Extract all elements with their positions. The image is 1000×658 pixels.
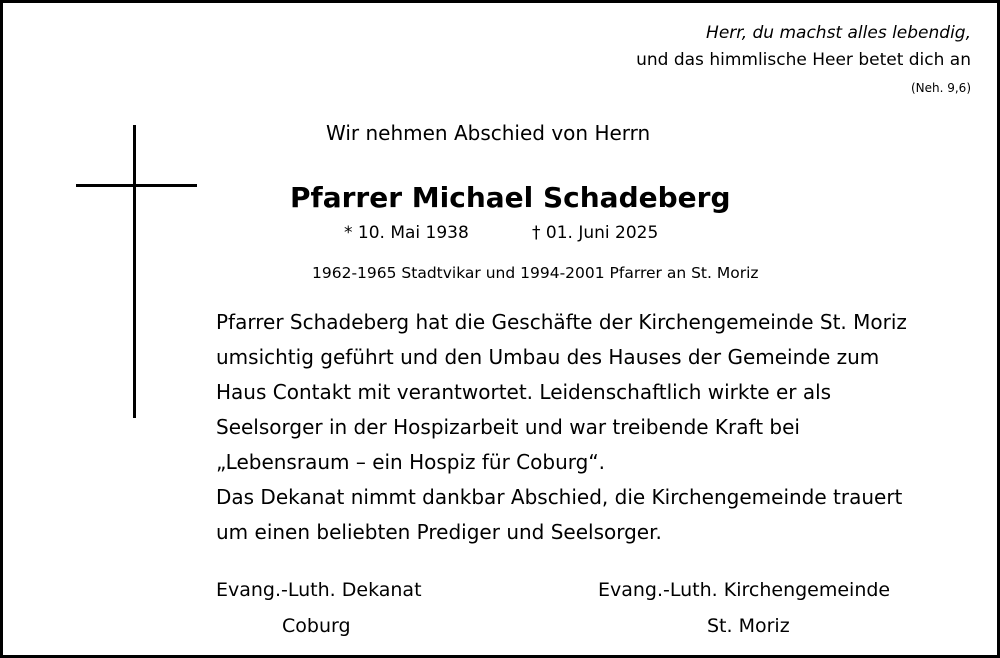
verse-line-1: Herr, du machst alles lebendig,	[706, 23, 971, 43]
body-text	[216, 305, 907, 550]
body-line: Haus Contakt mit verantwortet. Leidenschaftlich wirkte er als	[216, 380, 832, 404]
body-line: umsichtig geführt und den Umbau des Hauses der Gemeinde zum	[216, 345, 880, 369]
signature-left-line1: Evang.-Luth. Dekanat	[216, 579, 422, 601]
role-text: 1962-1965 Stadtvikar und 1994-2001 Pfarrer an St. Moriz	[312, 264, 759, 282]
body-line: Pfarrer Schadeberg hat die Geschäfte der Kirchengemeinde St. Moriz	[216, 310, 907, 334]
body-line: Seelsorger in der Hospizarbeit und war treibende Kraft bei	[216, 415, 800, 439]
signature-left-line2: Coburg	[282, 615, 351, 637]
body-line: „Lebensraum – ein Hospiz für Coburg“.	[216, 450, 606, 474]
death-date: † 01. Juni 2025	[532, 223, 659, 243]
signature-right-line1: Evang.-Luth. Kirchengemeinde	[598, 579, 891, 601]
signature-right-line2: St. Moriz	[707, 615, 790, 637]
birth-date: * 10. Mai 1938	[344, 223, 469, 243]
deceased-name: Pfarrer Michael Schadeberg	[290, 181, 731, 214]
cross-horizontal-bar	[76, 184, 197, 187]
intro-text: Wir nehmen Abschied von Herrn	[326, 121, 651, 145]
verse-line-2: und das himmlische Heer betet dich an	[636, 50, 971, 70]
verse-reference: (Neh. 9,6)	[910, 81, 971, 95]
body-line: Das Dekanat nimmt dankbar Abschied, die Kirchengemeinde trauert	[216, 485, 903, 509]
body-line: um einen beliebten Prediger und Seelsorger.	[216, 520, 662, 544]
cross-vertical-bar	[133, 125, 136, 418]
